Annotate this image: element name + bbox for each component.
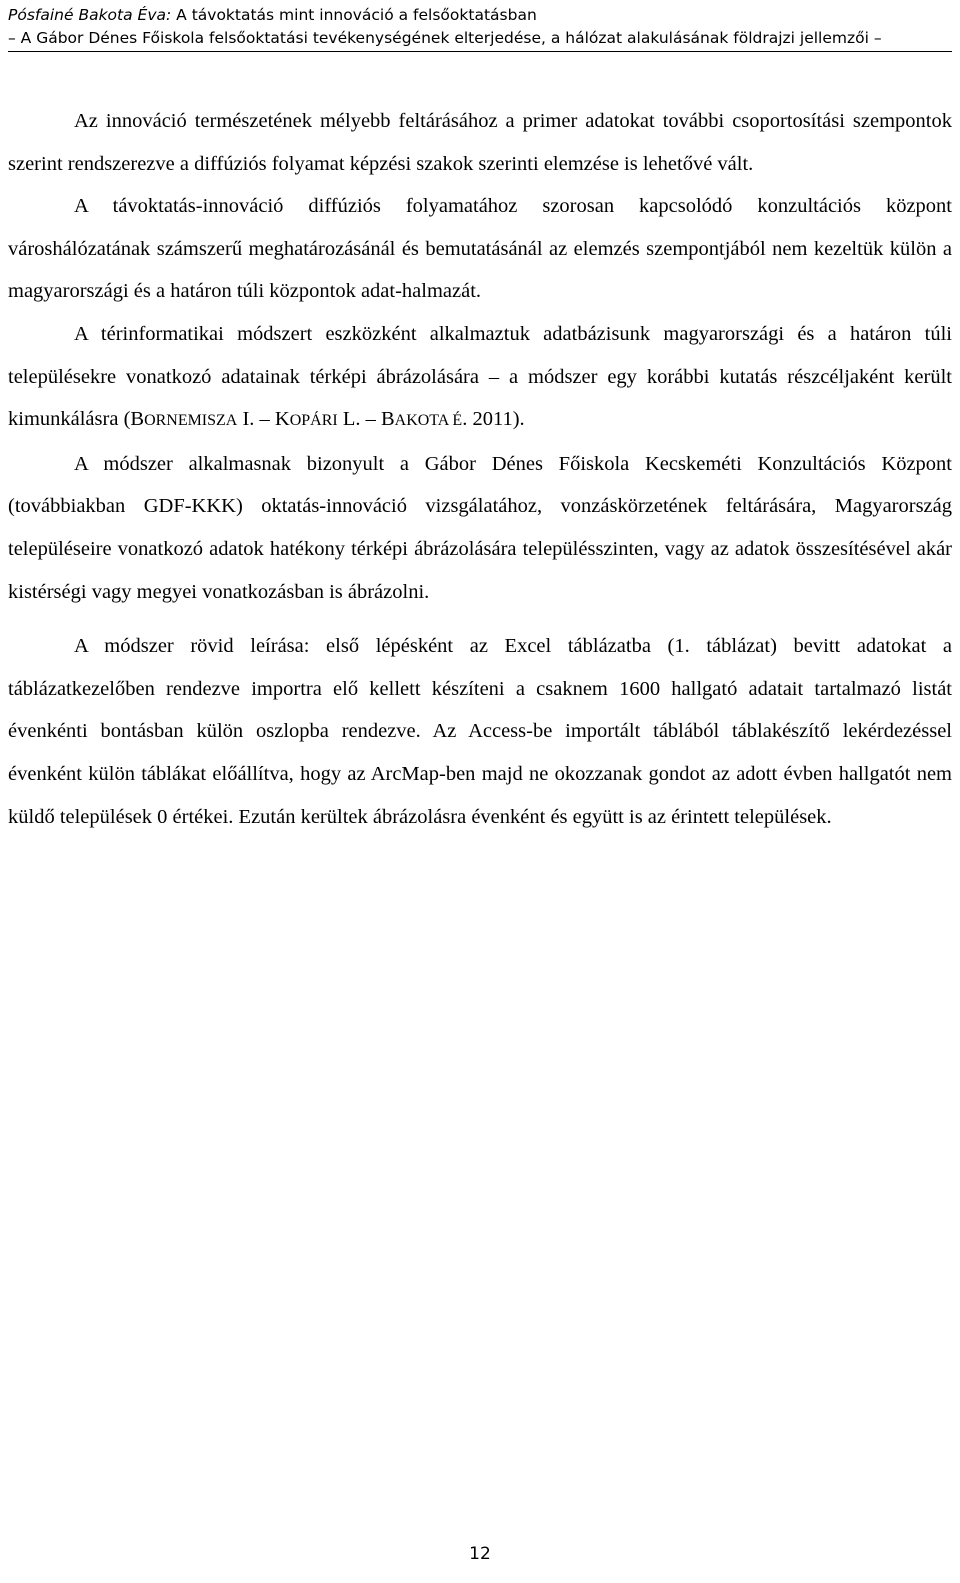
header-title-line [8, 4, 952, 27]
citation-year: . 2011). [462, 408, 525, 431]
citation-initial: B [380, 408, 395, 431]
header-subtitle: – A Gábor Dénes Főiskola felsőoktatási tevékenységének elterjedése, a hálózat alakulásának földrajzi jellemzői – [8, 29, 882, 47]
citation-separator: L. – [337, 408, 381, 431]
running-header [8, 4, 952, 52]
paragraph-1: Az innováció természetének mélyebb feltárásához a primer adatokat további csoportosítási szempontok szerint rendszerezve a diffúziós folyamat képzési szakok szerinti elemzése is lehetővé vált. [8, 110, 952, 175]
paragraph-5: A módszer rövid leírása: első lépésként az Excel táblázatba (1. táblázat) bevitt adatokat a táblázatkezelőben rendezve importra elő kellett készíteni a csaknem 1600 hallgató adatait tartalmazó listát évenkénti bontásban külön oszlopba rendezve. Az Access-be importált táblából táblakészítő lekérdezéssel évenként külön táblákat előállítva, hogy az ArcMap-ben majd ne okozzanak gondot az adott évben hallgatót nem küldő települések 0 értékei. Ezután kerültek ábrázolásra évenként és együtt is az érintett települések. [8, 635, 952, 828]
citation-smallcaps: OPÁRI [289, 412, 338, 430]
citation-author-3 [381, 408, 462, 430]
citation-smallcaps: ORNEMISZA [144, 412, 238, 430]
paragraph-3 [8, 313, 952, 443]
page-number: 12 [469, 1544, 491, 1564]
body-text [8, 100, 952, 838]
paragraph-2: A távoktatás-innováció diffúziós folyamatához szorosan kapcsolódó konzultációs központ városhálózatának számszerű meghatározásánál és bemutatásánál az elemzés szempontjából nem kezeltük külön a magyarországi és a határon túli központok adat-halmazát. [8, 195, 952, 303]
paragraph-4: A módszer alkalmasnak bizonyult a Gábor Dénes Főiskola Kecskeméti Konzultációs Központ (továbbiakban GDF-KKK) oktatás-innováció vizsgálatához, vonzáskörzetének feltárására, Magyarország településeire vonatkozó adatok hatékony térképi ábrázolására településszinten, vagy az adatok összesítésével akár kistérségi vagy megyei vonatkozásban is ábrázolni. [8, 452, 952, 603]
citation-author-1 [130, 408, 237, 430]
citation-author-2 [275, 408, 338, 430]
paragraph-3-text: A térinformatikai módszert eszközként alkalmaztuk adatbázisunk magyarországi és a határon túli településekre vonatkozó adatainak térképi ábrázolására – a módszer egy korábbi kutatás részcéljaként került kimunkálásra ( [8, 322, 952, 431]
header-title: A távoktatás mint innováció a felsőoktatásban [171, 6, 537, 24]
citation-separator: I. – [237, 408, 275, 431]
citation-smallcaps: AKOTA [394, 412, 449, 430]
citation-initial: B [130, 408, 145, 431]
citation-smallcaps: É [448, 412, 463, 430]
header-author: Pósfainé Bakota Éva: [8, 6, 172, 24]
citation-initial: K [274, 408, 290, 431]
